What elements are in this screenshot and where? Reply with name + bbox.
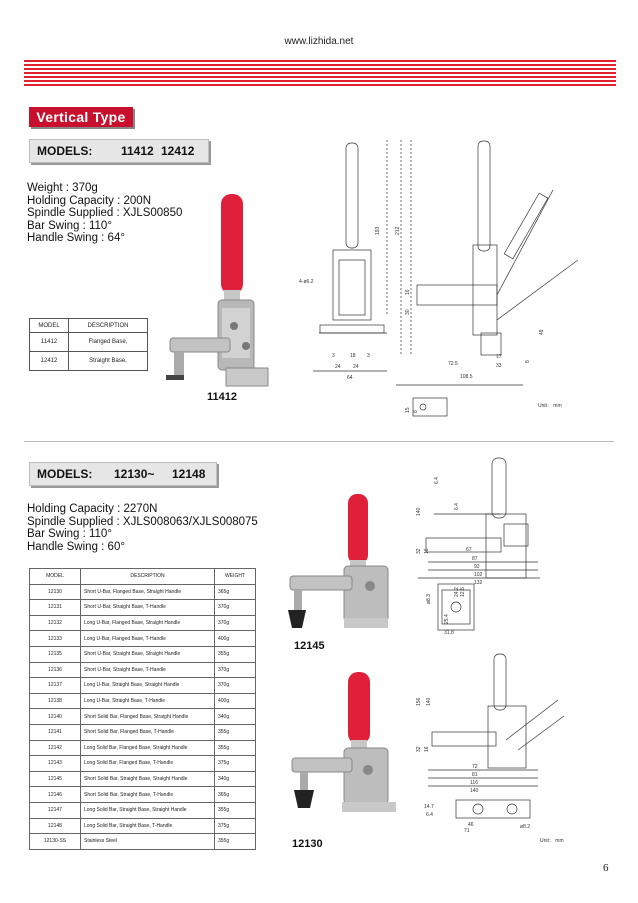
table-row <box>30 818 256 834</box>
table-header-row <box>30 319 148 333</box>
dimension-label: 14.7 <box>424 804 434 810</box>
dimension-label: 12.5 <box>460 587 466 597</box>
clamp-photo-11412 <box>160 190 275 395</box>
section-title: Vertical Type <box>29 107 133 127</box>
table-cell: Short Solid Bar, Flanged Base, Straight Handle <box>81 709 215 725</box>
dimension-label: 15 <box>405 407 411 413</box>
table-row <box>30 834 256 850</box>
table-row <box>30 771 256 787</box>
table-cell: Long U-Bar, Flanged Base, Straight Handle <box>81 615 215 631</box>
table-cell: 355g <box>215 802 256 818</box>
dimension-label: 3 <box>332 353 335 359</box>
table-cell: Short U-Bar, Flanged Base, Straight Handle <box>81 584 215 600</box>
photo-caption-11412: 11412 <box>207 391 237 403</box>
table-row <box>30 693 256 709</box>
table-cell: 12130 <box>30 584 81 600</box>
table-cell: 355g <box>215 740 256 756</box>
dimension-label: 32 <box>416 548 422 554</box>
column-header: MODEL <box>30 319 69 333</box>
table-cell: 370g <box>215 678 256 694</box>
photo-caption-12130: 12130 <box>292 838 323 850</box>
dimension-label: 6.4 <box>434 477 440 484</box>
unit-label-1: Unit： mm <box>538 403 562 409</box>
dimension-label: 92 <box>474 564 480 570</box>
table-row <box>30 584 256 600</box>
table-cell: Short Solid Bar, Straight Base, Straight Handle <box>81 771 215 787</box>
model-code: 12148 <box>172 467 206 481</box>
table-cell: Long U-Bar, Straight Base, T-Handle <box>81 693 215 709</box>
dimension-label: 156 <box>416 697 422 706</box>
models-bar-2 <box>29 462 217 486</box>
spec-line: Bar Swing : 110° <box>27 528 112 540</box>
dimension-label: 108.5 <box>460 374 473 380</box>
dimension-label: 46 <box>468 822 474 828</box>
table-cell: 340g <box>215 709 256 725</box>
spec-line: Weight : 370g <box>27 182 98 194</box>
table-cell: Long U-Bar, Flanged Base, T-Handle <box>81 631 215 647</box>
table-row <box>30 740 256 756</box>
table-row <box>30 756 256 772</box>
dimension-label: 18 <box>350 353 356 359</box>
header-stripes <box>24 60 616 88</box>
table-cell: Short Solid Bar, Straight Base, T-Handle <box>81 787 215 803</box>
column-header: MODEL <box>30 569 81 585</box>
table-header-row <box>30 569 256 585</box>
table-cell: 370g <box>215 615 256 631</box>
table-row <box>30 352 148 371</box>
dimension-label: 132 <box>474 580 483 586</box>
table-row <box>30 333 148 352</box>
table-cell: 355g <box>215 724 256 740</box>
table-cell: Short U-Bar, Straight Base, Straight Handle <box>81 646 215 662</box>
table-cell: 355g <box>215 834 256 850</box>
section-divider <box>24 441 614 442</box>
spec-line: Handle Swing : 64° <box>27 232 125 244</box>
table-cell: 12143 <box>30 756 81 772</box>
table-cell: 12131 <box>30 600 81 616</box>
table-cell: 355g <box>215 646 256 662</box>
table-cell: 400g <box>215 631 256 647</box>
dimension-label: 140 <box>416 507 422 516</box>
table-row <box>30 646 256 662</box>
dimension-label: 3 <box>367 353 370 359</box>
dimension-label: 71 <box>464 828 470 834</box>
column-header: DESCRIPTION <box>69 319 148 333</box>
dimension-label: 116 <box>470 780 478 786</box>
table-cell: 375g <box>215 818 256 834</box>
table-cell: 12133 <box>30 631 81 647</box>
table-cell: Long Solid Bar, Straight Base, Straight Handle <box>81 802 215 818</box>
dimension-label: 24 <box>335 364 341 370</box>
dimension-label: 6.4 <box>426 812 433 818</box>
table-row <box>30 724 256 740</box>
dimension-label: 24 <box>353 364 359 370</box>
table-cell: Short Solid Bar, Flanged Base, T-Handle <box>81 724 215 740</box>
dimension-label: 24.2 <box>454 587 460 597</box>
dimension-label: 87 <box>472 556 478 562</box>
table-cell: 375g <box>215 756 256 772</box>
table-cell: Straight Base, <box>69 352 148 371</box>
models-label: MODELS: <box>37 144 93 158</box>
model-table-2 <box>29 568 256 850</box>
table-row <box>30 615 256 631</box>
table-cell: 12138 <box>30 693 81 709</box>
table-cell: 12140 <box>30 709 81 725</box>
table-cell: 12412 <box>30 352 69 371</box>
table-cell: 12137 <box>30 678 81 694</box>
dimension-label: 193 <box>375 226 381 235</box>
table-cell: Long Solid Bar, Straight Base, T-Handle <box>81 818 215 834</box>
dimension-label: 140 <box>470 788 479 794</box>
column-header: WEIGHT <box>215 569 256 585</box>
table-row <box>30 631 256 647</box>
dimension-label: 31.8 <box>444 630 454 636</box>
spec-line: Handle Swing : 60° <box>27 540 125 553</box>
table-cell: 365g <box>215 787 256 803</box>
table-cell: 12147 <box>30 802 81 818</box>
photo-caption-12145: 12145 <box>294 640 325 652</box>
dimension-label: 72 <box>472 764 478 770</box>
dimension-label: 4-ø6.2 <box>299 279 314 285</box>
table-cell: Long Solid Bar, Flanged Base, Straight Handle <box>81 740 215 756</box>
models-bar-1 <box>29 139 209 163</box>
table-cell: Short U-Bar, Straight Base, T-Handle <box>81 662 215 678</box>
dimension-label: 49 <box>539 329 545 335</box>
page-number: 6 <box>603 862 609 874</box>
model-code: 12130~ <box>114 467 155 481</box>
table-cell: 12142 <box>30 740 81 756</box>
table-cell: 12146 <box>30 787 81 803</box>
table-cell: Long Solid Bar, Flanged Base, T-Handle <box>81 756 215 772</box>
table-cell: 12136 <box>30 662 81 678</box>
dimension-label: 16 <box>424 746 430 752</box>
column-header: DESCRIPTION <box>81 569 215 585</box>
dimension-label: 33 <box>496 363 502 369</box>
clamp-photo-12130 <box>288 668 403 818</box>
clamp-photo-12145 <box>280 488 400 638</box>
table-row <box>30 600 256 616</box>
unit-label-2: Unit： mm <box>540 838 564 844</box>
spec-line: Holding Capacity : 200N <box>27 194 152 207</box>
dimension-label: 16 <box>424 548 430 554</box>
dimension-label: 67 <box>466 547 472 553</box>
table-cell: 370g <box>215 662 256 678</box>
table-cell: 12145 <box>30 771 81 787</box>
models-label: MODELS: <box>37 467 93 481</box>
table-cell: 12135 <box>30 646 81 662</box>
table-cell: 11412 <box>30 333 69 352</box>
dimension-label: 16 <box>405 289 411 295</box>
dimension-label: 64 <box>347 375 353 381</box>
specs-list-2 <box>27 503 258 553</box>
table-cell: 12130-SS <box>30 834 81 850</box>
dimension-label: 102 <box>474 572 483 578</box>
technical-drawing-12130 <box>408 650 568 835</box>
technical-drawing-12145 <box>408 454 573 639</box>
table-cell: Stainless Steel <box>81 834 215 850</box>
dimension-label: 212 <box>395 226 401 235</box>
table-cell: Flanged Base, <box>69 333 148 352</box>
dimension-label: 30 <box>405 309 411 315</box>
table-row <box>30 802 256 818</box>
table-cell: Long U-Bar, Straight Base, Straight Handle <box>81 678 215 694</box>
dimension-label: 81 <box>472 772 478 778</box>
technical-drawing-11412 <box>283 135 578 425</box>
dimension-label: 17 <box>496 354 502 360</box>
website-url[interactable]: www.lizhida.net <box>284 36 354 47</box>
table-row <box>30 787 256 803</box>
dimension-label: 6.4 <box>454 503 460 510</box>
table-cell: 12141 <box>30 724 81 740</box>
table-cell: 370g <box>215 600 256 616</box>
spec-line: Bar Swing : 110° <box>27 219 112 232</box>
table-cell: 365g <box>215 584 256 600</box>
table-row <box>30 678 256 694</box>
table-cell: 12132 <box>30 615 81 631</box>
model-code: 11412 <box>121 144 154 158</box>
table-cell: 12148 <box>30 818 81 834</box>
dimension-label: 8 <box>525 360 531 363</box>
table-row <box>30 662 256 678</box>
spec-line: Holding Capacity : 2270N <box>27 503 158 515</box>
spec-line: Spindle Supplied : XJLS00850 <box>27 207 183 219</box>
dimension-label: ø8.2 <box>520 824 531 830</box>
dimension-label: 8 <box>413 410 419 413</box>
spec-line: Spindle Supplied : XJLS008063/XJLS008075 <box>27 515 258 528</box>
table-cell: 340g <box>215 771 256 787</box>
table-cell: 400g <box>215 693 256 709</box>
model-code: 12412 <box>161 144 195 158</box>
table-cell: Short U-Bar, Straight Base, T-Handle <box>81 600 215 616</box>
dimension-label: 140 <box>426 697 432 706</box>
dimension-label: 25.4 <box>444 614 450 624</box>
dimension-label: ø8.3 <box>426 593 432 604</box>
dimension-label: 32 <box>416 746 422 752</box>
table-row <box>30 709 256 725</box>
dimension-label: 72.5 <box>448 361 458 367</box>
model-table-1 <box>29 318 148 371</box>
